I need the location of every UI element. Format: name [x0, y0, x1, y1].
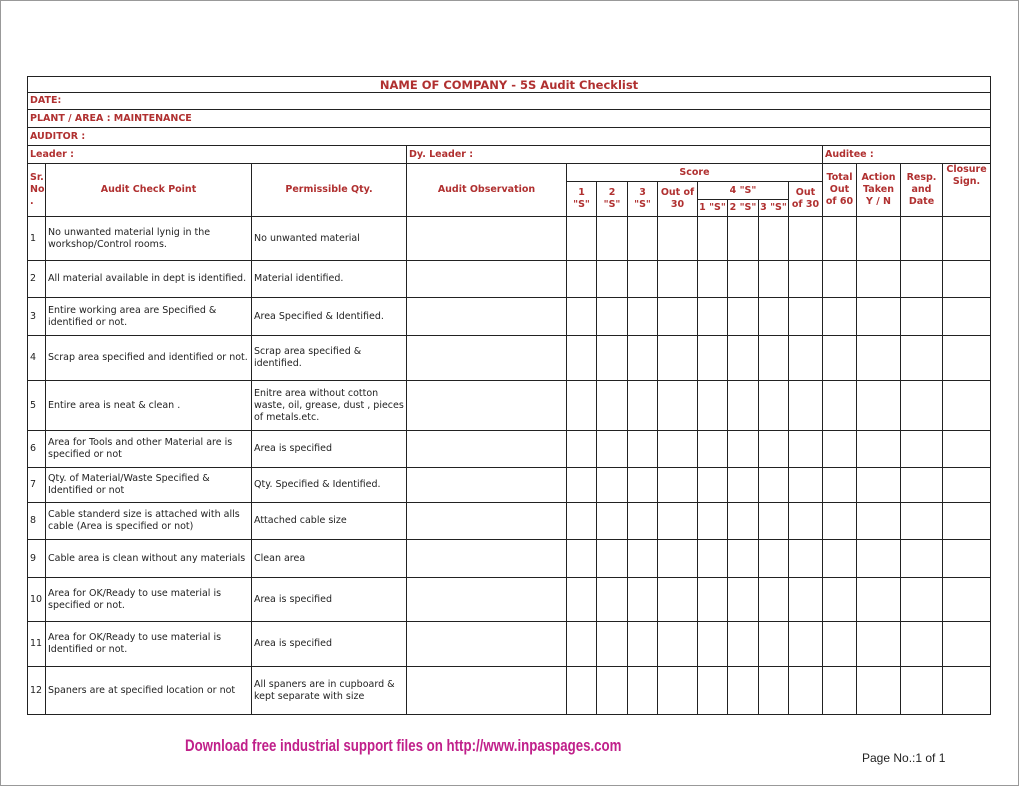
s3-cell[interactable] [628, 578, 658, 622]
f1-cell[interactable] [698, 667, 728, 715]
f3-cell[interactable] [759, 578, 789, 622]
f1-cell[interactable] [698, 578, 728, 622]
f3-cell[interactable] [759, 298, 789, 336]
s1-cell[interactable] [567, 622, 597, 667]
observation-cell[interactable] [407, 540, 567, 578]
s2-cell[interactable] [597, 431, 628, 468]
action-cell[interactable] [857, 217, 901, 261]
table-row [28, 336, 991, 381]
row-number: 9 [28, 540, 46, 578]
out30b-cell[interactable] [789, 540, 823, 578]
s3-cell[interactable] [628, 468, 658, 503]
f3-cell[interactable] [759, 261, 789, 298]
observation-cell[interactable] [407, 468, 567, 503]
total-cell[interactable] [823, 578, 857, 622]
total-cell[interactable] [823, 431, 857, 468]
row-number: 11 [28, 622, 46, 667]
permissible-qty-cell: Material identified. [252, 261, 407, 298]
permissible-qty-cell: Area is specified [252, 578, 407, 622]
permissible-qty-cell: Area Specified & Identified. [252, 298, 407, 336]
s2-cell[interactable] [597, 336, 628, 381]
action-cell[interactable] [857, 336, 901, 381]
s3-cell[interactable] [628, 503, 658, 540]
check-point-cell: Entire working area are Specified & identified or not. [46, 298, 252, 336]
resp-cell[interactable] [901, 468, 943, 503]
check-point-cell: Entire area is neat & clean . [46, 381, 252, 431]
table-row [28, 381, 991, 431]
s2-cell[interactable] [597, 381, 628, 431]
f2-cell[interactable] [728, 540, 759, 578]
action-cell[interactable] [857, 468, 901, 503]
out30a-cell[interactable] [658, 298, 698, 336]
header-total: Total Out of 60 [823, 164, 857, 217]
s3-cell[interactable] [628, 667, 658, 715]
f3-cell[interactable] [759, 503, 789, 540]
auditee-field[interactable]: Auditee : [823, 146, 991, 164]
table-row [28, 578, 991, 622]
total-cell[interactable] [823, 336, 857, 381]
check-point-cell: No unwanted material lynig in the workshop/Control rooms. [46, 217, 252, 261]
s1-cell[interactable] [567, 468, 597, 503]
header-resp: Resp. and Date [901, 164, 943, 217]
s1-cell[interactable] [567, 381, 597, 431]
check-point-cell: All material available in dept is identified. [46, 261, 252, 298]
table-row [28, 468, 991, 503]
f2-cell[interactable] [728, 578, 759, 622]
s1-cell[interactable] [567, 503, 597, 540]
out30b-cell[interactable] [789, 431, 823, 468]
f2-cell[interactable] [728, 381, 759, 431]
f2-cell[interactable] [728, 298, 759, 336]
header-observation: Audit Observation [407, 164, 567, 217]
download-link[interactable]: Download free industrial support files on http://www.inpaspages.com [185, 736, 622, 755]
out30b-cell[interactable] [789, 336, 823, 381]
total-cell[interactable] [823, 298, 857, 336]
closure-cell[interactable] [943, 468, 991, 503]
f1-cell[interactable] [698, 622, 728, 667]
leader-field[interactable]: Leader : [28, 146, 407, 164]
resp-cell[interactable] [901, 622, 943, 667]
closure-cell[interactable] [943, 217, 991, 261]
closure-cell[interactable] [943, 431, 991, 468]
header-closure: Closure Sign. [943, 164, 991, 217]
out30a-cell[interactable] [658, 217, 698, 261]
s3-cell[interactable] [628, 622, 658, 667]
header-out30b: Out of 30 [789, 182, 823, 217]
table-row [28, 503, 991, 540]
closure-cell[interactable] [943, 622, 991, 667]
resp-cell[interactable] [901, 336, 943, 381]
table-row [28, 431, 991, 468]
s3-cell[interactable] [628, 217, 658, 261]
s3-cell[interactable] [628, 261, 658, 298]
closure-cell[interactable] [943, 381, 991, 431]
table-row [28, 261, 991, 298]
s2-cell[interactable] [597, 298, 628, 336]
f1-cell[interactable] [698, 261, 728, 298]
out30a-cell[interactable] [658, 667, 698, 715]
s1-cell[interactable] [567, 431, 597, 468]
total-cell[interactable] [823, 217, 857, 261]
table-row [28, 667, 991, 715]
f2-cell[interactable] [728, 431, 759, 468]
page-number: Page No.:1 of 1 [862, 751, 946, 765]
f3-cell[interactable] [759, 381, 789, 431]
f3-cell[interactable] [759, 540, 789, 578]
action-cell[interactable] [857, 503, 901, 540]
permissible-qty-cell: Area is specified [252, 622, 407, 667]
header-f3: 3 "S" [759, 200, 789, 217]
resp-cell[interactable] [901, 431, 943, 468]
header-permissible: Permissible Qty. [252, 164, 407, 217]
auditor-field[interactable]: AUDITOR : [28, 128, 991, 146]
closure-cell[interactable] [943, 298, 991, 336]
total-cell[interactable] [823, 468, 857, 503]
action-cell[interactable] [857, 298, 901, 336]
s1-cell[interactable] [567, 667, 597, 715]
out30a-cell[interactable] [658, 381, 698, 431]
f3-cell[interactable] [759, 217, 789, 261]
action-cell[interactable] [857, 261, 901, 298]
out30a-cell[interactable] [658, 540, 698, 578]
observation-cell[interactable] [407, 217, 567, 261]
observation-cell[interactable] [407, 381, 567, 431]
audit-checklist-table [27, 76, 991, 715]
out30b-cell[interactable] [789, 381, 823, 431]
resp-cell[interactable] [901, 381, 943, 431]
f1-cell[interactable] [698, 540, 728, 578]
closure-cell[interactable] [943, 261, 991, 298]
row-number: 5 [28, 381, 46, 431]
total-cell[interactable] [823, 622, 857, 667]
s3-cell[interactable] [628, 298, 658, 336]
header-score: Score [567, 164, 823, 182]
out30b-cell[interactable] [789, 667, 823, 715]
f2-cell[interactable] [728, 667, 759, 715]
s2-cell[interactable] [597, 622, 628, 667]
action-cell[interactable] [857, 381, 901, 431]
row-number: 6 [28, 431, 46, 468]
permissible-qty-cell: Attached cable size [252, 503, 407, 540]
out30a-cell[interactable] [658, 336, 698, 381]
row-number: 4 [28, 336, 46, 381]
row-number: 12 [28, 667, 46, 715]
action-cell[interactable] [857, 431, 901, 468]
out30b-cell[interactable] [789, 261, 823, 298]
resp-cell[interactable] [901, 540, 943, 578]
f1-cell[interactable] [698, 381, 728, 431]
header-s3: 3 "S" [628, 182, 658, 217]
observation-cell[interactable] [407, 622, 567, 667]
header-sr-no: Sr. No . [28, 164, 46, 217]
f1-cell[interactable] [698, 431, 728, 468]
s2-cell[interactable] [597, 540, 628, 578]
f3-cell[interactable] [759, 667, 789, 715]
out30a-cell[interactable] [658, 503, 698, 540]
out30b-cell[interactable] [789, 578, 823, 622]
s2-cell[interactable] [597, 217, 628, 261]
total-cell[interactable] [823, 261, 857, 298]
resp-cell[interactable] [901, 217, 943, 261]
resp-cell[interactable] [901, 667, 943, 715]
closure-cell[interactable] [943, 578, 991, 622]
header-four-s: 4 "S" [698, 182, 789, 200]
dy-leader-field[interactable]: Dy. Leader : [407, 146, 823, 164]
check-point-cell: Cable standerd size is attached with alls cable (Area is specified or not) [46, 503, 252, 540]
out30a-cell[interactable] [658, 578, 698, 622]
f2-cell[interactable] [728, 468, 759, 503]
f2-cell[interactable] [728, 336, 759, 381]
f1-cell[interactable] [698, 217, 728, 261]
f2-cell[interactable] [728, 622, 759, 667]
f3-cell[interactable] [759, 431, 789, 468]
f1-cell[interactable] [698, 468, 728, 503]
row-number: 7 [28, 468, 46, 503]
out30b-cell[interactable] [789, 468, 823, 503]
s3-cell[interactable] [628, 431, 658, 468]
row-number: 8 [28, 503, 46, 540]
check-point-cell: Area for OK/Ready to use material is Identified or not. [46, 622, 252, 667]
header-f1: 1 "S" [698, 200, 728, 217]
page-title: NAME OF COMPANY - 5S Audit Checklist [28, 77, 991, 93]
out30a-cell[interactable] [658, 622, 698, 667]
f3-cell[interactable] [759, 622, 789, 667]
s1-cell[interactable] [567, 540, 597, 578]
check-point-cell: Qty. of Material/Waste Specified & Identified or not [46, 468, 252, 503]
permissible-qty-cell: Qty. Specified & Identified. [252, 468, 407, 503]
check-point-cell: Area for Tools and other Material are is specified or not [46, 431, 252, 468]
observation-cell[interactable] [407, 667, 567, 715]
row-number: 3 [28, 298, 46, 336]
check-point-cell: Spaners are at specified location or not [46, 667, 252, 715]
action-cell[interactable] [857, 540, 901, 578]
s2-cell[interactable] [597, 667, 628, 715]
permissible-qty-cell: Enitre area without cotton waste, oil, grease, dust , pieces of metals.etc. [252, 381, 407, 431]
f2-cell[interactable] [728, 261, 759, 298]
out30a-cell[interactable] [658, 261, 698, 298]
header-check-point: Audit Check Point [46, 164, 252, 217]
f1-cell[interactable] [698, 503, 728, 540]
table-row [28, 622, 991, 667]
f2-cell[interactable] [728, 217, 759, 261]
check-point-cell: Area for OK/Ready to use material is specified or not. [46, 578, 252, 622]
date-field[interactable]: DATE: [28, 93, 991, 110]
s1-cell[interactable] [567, 217, 597, 261]
s2-cell[interactable] [597, 503, 628, 540]
s1-cell[interactable] [567, 578, 597, 622]
closure-cell[interactable] [943, 667, 991, 715]
header-out30a: Out of 30 [658, 182, 698, 217]
out30b-cell[interactable] [789, 217, 823, 261]
resp-cell[interactable] [901, 578, 943, 622]
s3-cell[interactable] [628, 381, 658, 431]
permissible-qty-cell: Area is specified [252, 431, 407, 468]
out30b-cell[interactable] [789, 298, 823, 336]
row-number: 1 [28, 217, 46, 261]
f3-cell[interactable] [759, 468, 789, 503]
observation-cell[interactable] [407, 431, 567, 468]
out30a-cell[interactable] [658, 431, 698, 468]
closure-cell[interactable] [943, 540, 991, 578]
header-s2: 2 "S" [597, 182, 628, 217]
action-cell[interactable] [857, 667, 901, 715]
observation-cell[interactable] [407, 336, 567, 381]
header-f2: 2 "S" [728, 200, 759, 217]
s2-cell[interactable] [597, 578, 628, 622]
out30b-cell[interactable] [789, 622, 823, 667]
permissible-qty-cell: No unwanted material [252, 217, 407, 261]
plant-area-field[interactable]: PLANT / AREA : MAINTENANCE [28, 110, 991, 128]
s2-cell[interactable] [597, 468, 628, 503]
resp-cell[interactable] [901, 503, 943, 540]
action-cell[interactable] [857, 622, 901, 667]
row-number: 2 [28, 261, 46, 298]
table-row [28, 217, 991, 261]
observation-cell[interactable] [407, 578, 567, 622]
permissible-qty-cell: All spaners are in cupboard & kept separate with size [252, 667, 407, 715]
table-row [28, 540, 991, 578]
action-cell[interactable] [857, 578, 901, 622]
total-cell[interactable] [823, 667, 857, 715]
s3-cell[interactable] [628, 540, 658, 578]
observation-cell[interactable] [407, 261, 567, 298]
check-point-cell: Scrap area specified and identified or not. [46, 336, 252, 381]
observation-cell[interactable] [407, 298, 567, 336]
s1-cell[interactable] [567, 261, 597, 298]
f2-cell[interactable] [728, 503, 759, 540]
s2-cell[interactable] [597, 261, 628, 298]
closure-cell[interactable] [943, 503, 991, 540]
observation-cell[interactable] [407, 503, 567, 540]
f3-cell[interactable] [759, 336, 789, 381]
s1-cell[interactable] [567, 336, 597, 381]
closure-cell[interactable] [943, 336, 991, 381]
resp-cell[interactable] [901, 298, 943, 336]
check-point-cell: Cable area is clean without any materials [46, 540, 252, 578]
f1-cell[interactable] [698, 336, 728, 381]
out30a-cell[interactable] [658, 468, 698, 503]
row-number: 10 [28, 578, 46, 622]
out30b-cell[interactable] [789, 503, 823, 540]
resp-cell[interactable] [901, 261, 943, 298]
header-action: Action Taken Y / N [857, 164, 901, 217]
f1-cell[interactable] [698, 298, 728, 336]
table-row [28, 298, 991, 336]
permissible-qty-cell: Clean area [252, 540, 407, 578]
permissible-qty-cell: Scrap area specified & identified. [252, 336, 407, 381]
total-cell[interactable] [823, 381, 857, 431]
s1-cell[interactable] [567, 298, 597, 336]
s3-cell[interactable] [628, 336, 658, 381]
header-s1: 1 "S" [567, 182, 597, 217]
total-cell[interactable] [823, 503, 857, 540]
total-cell[interactable] [823, 540, 857, 578]
